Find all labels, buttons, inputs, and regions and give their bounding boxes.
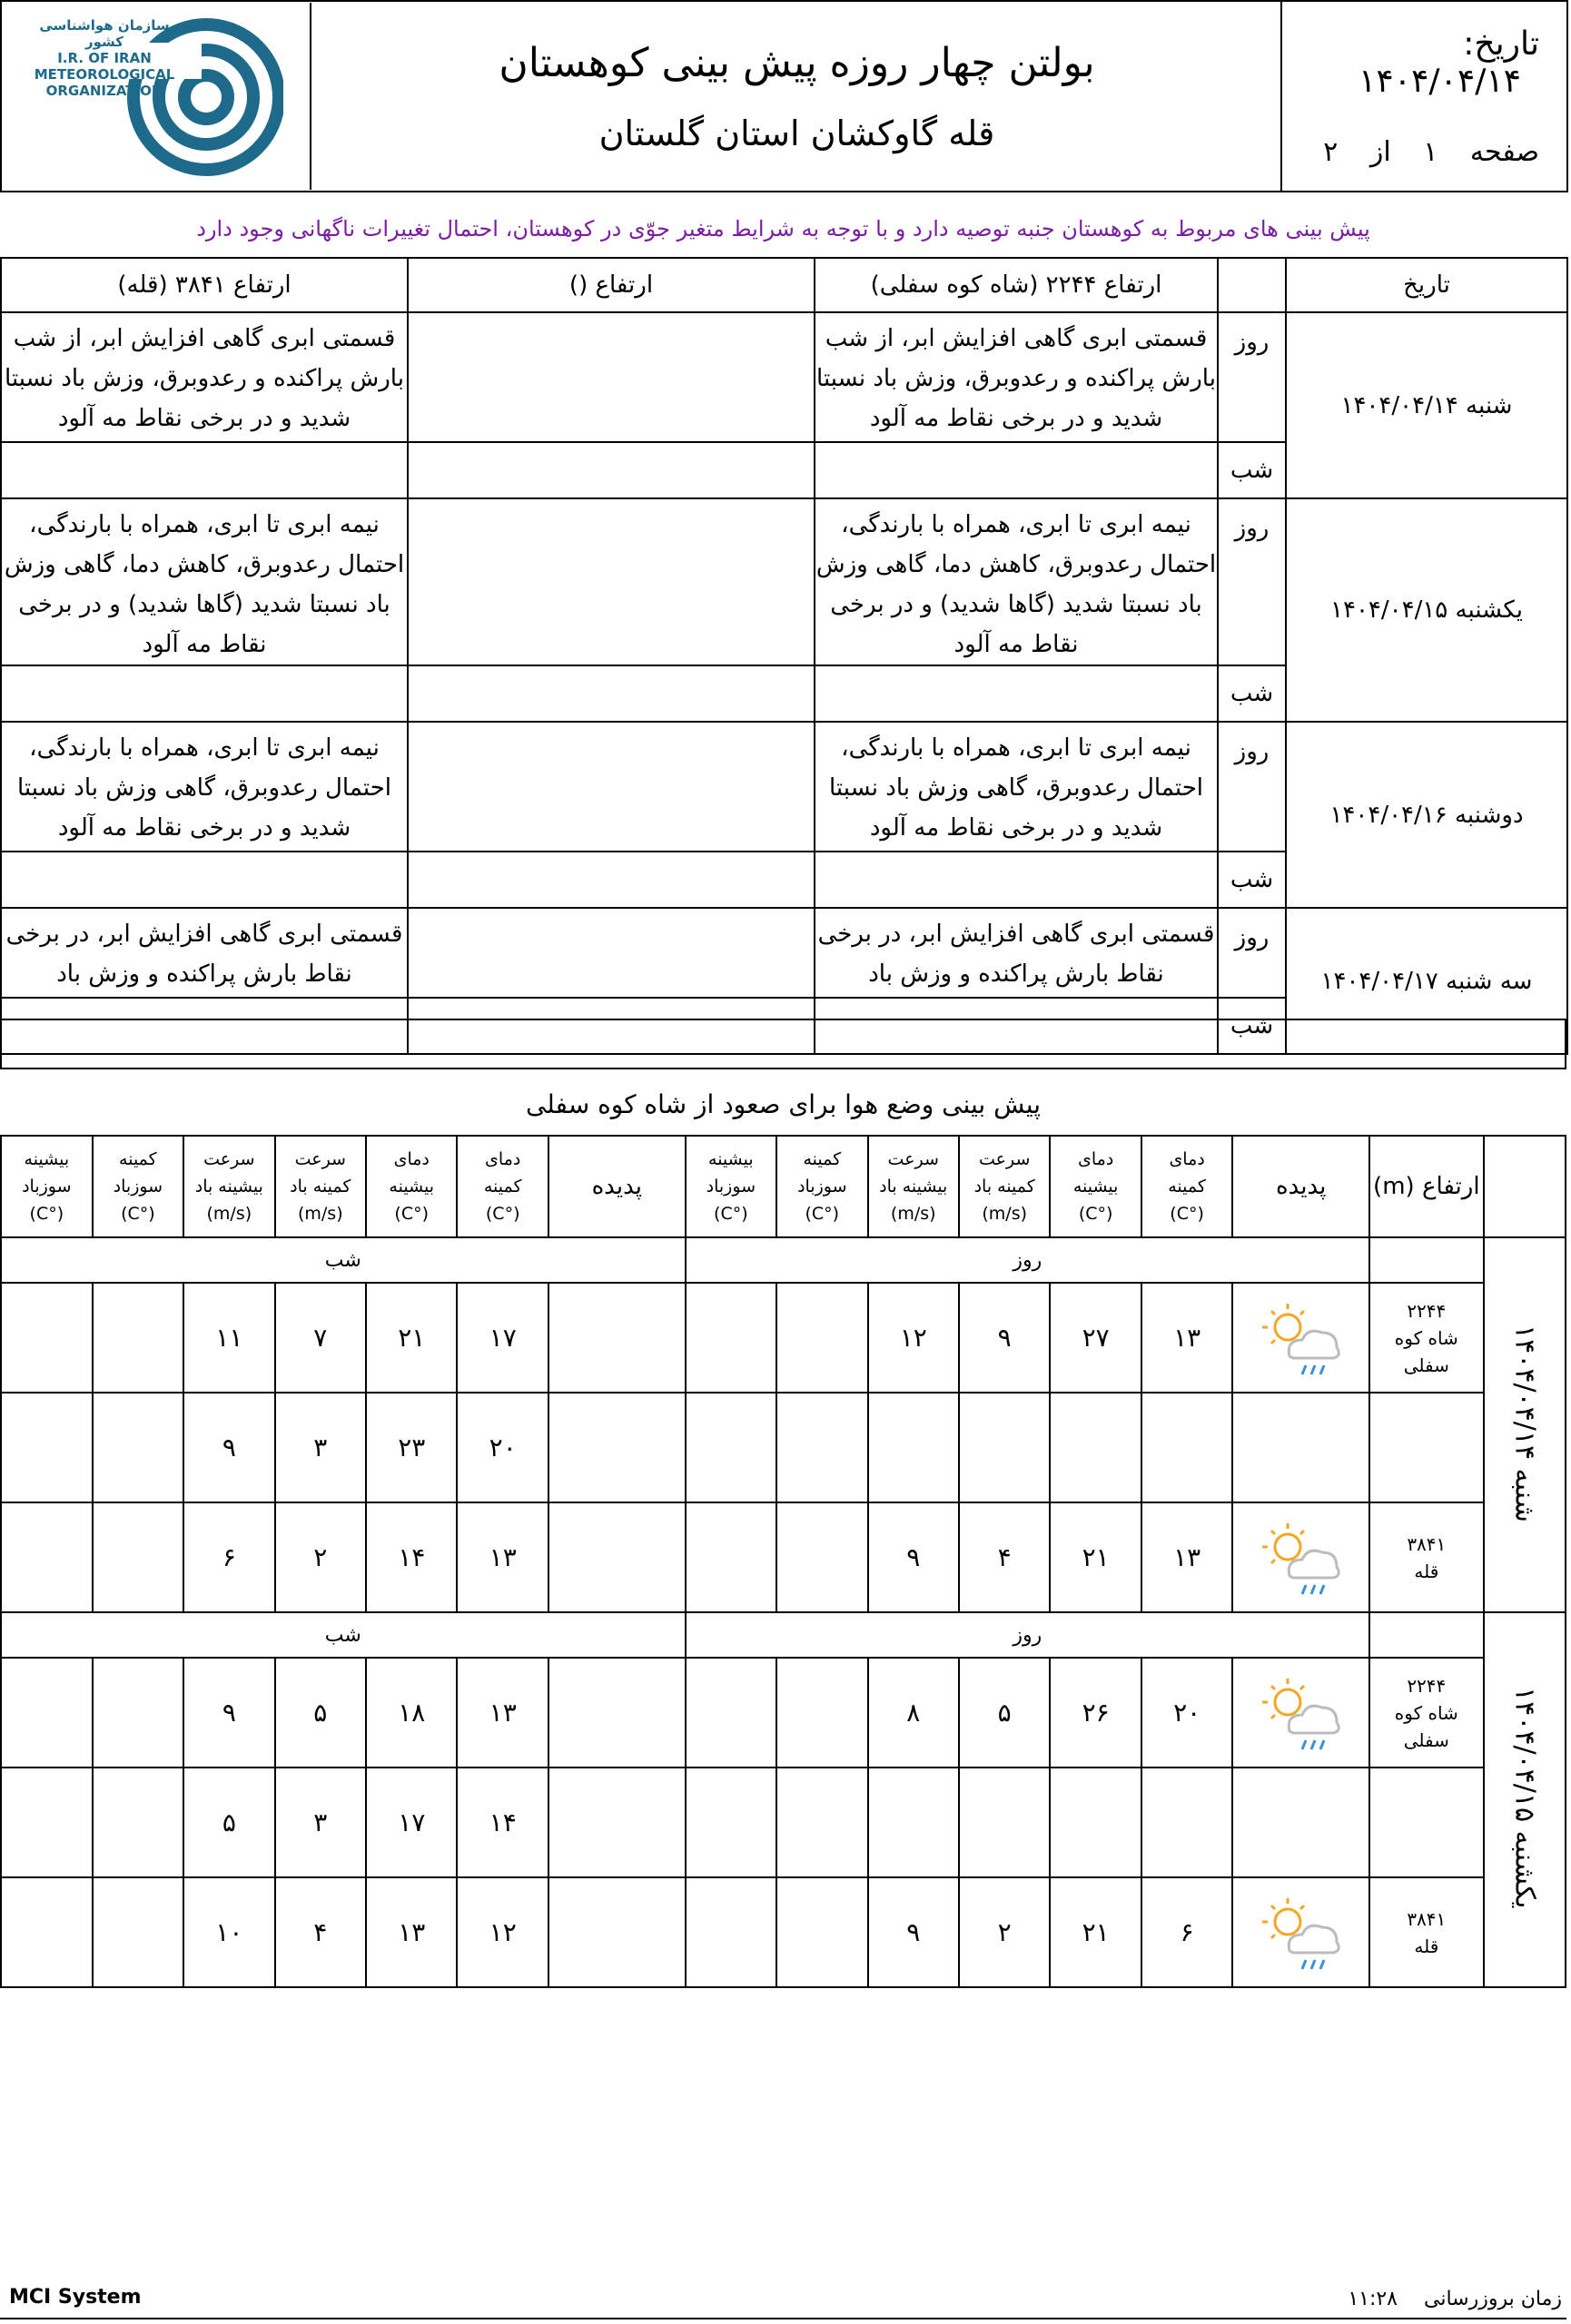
- forecast-text-empty: [408, 442, 815, 498]
- h-line: (°C): [714, 1204, 748, 1224]
- altitude-name: قله: [1414, 1935, 1439, 1957]
- altitude-name: قله: [1414, 1560, 1439, 1582]
- forecast-text: نیمه ابری تا ابری، همراه با بارندگی، احتمال رعدوبرق، کاهش دما، گاهی وزش باد نسبتا شدید (گاها شدید) و در برخی نقاط مه آلود: [815, 498, 1218, 665]
- h-line: (°C): [485, 1204, 520, 1224]
- table-row: [1, 1877, 1566, 1987]
- header-date: تاریخ: [1286, 258, 1567, 312]
- table-row: [1, 1393, 1566, 1502]
- h-line: دمای: [485, 1149, 521, 1169]
- h-line: سرعت: [978, 1149, 1031, 1169]
- night-section-label: شب: [1, 1612, 686, 1658]
- footer-rule: [0, 2318, 1566, 2319]
- header-min-chill-night: [93, 1136, 183, 1237]
- forecast-text: قسمتی ابری گاهی افزایش ابر، در برخی نقاط بارش پراکنده و وزش باد: [1, 908, 408, 998]
- min-wind-night: ۳: [275, 1393, 366, 1502]
- h-line: کمینه باد: [290, 1177, 351, 1196]
- min-wind-day: ۹: [959, 1283, 1050, 1393]
- min-chill-day: [776, 1502, 867, 1612]
- forecast-text: نیمه ابری تا ابری، همراه با بارندگی، احتمال رعدوبرق، گاهی وزش باد نسبتا شدید و در برخی نقاط مه آلود: [815, 722, 1218, 852]
- date-value: ۱۴۰۴/۰۴/۱۴: [1359, 62, 1521, 100]
- min-wind-day: ۴: [959, 1502, 1050, 1612]
- forecast-text: قسمتی ابری گاهی افزایش ابر، از شب بارش پراکنده و رعدوبرق، وزش باد نسبتا شدید و در برخی نقاط مه آلود: [1, 312, 408, 442]
- forecast-text-empty: [815, 665, 1218, 722]
- climb-date: شنبه ۱۴۰۴/۰۴/۱۴: [1508, 1324, 1541, 1522]
- min-wind-day: ۲: [959, 1877, 1050, 1987]
- forecast-text-empty: [408, 722, 815, 852]
- partly-cloudy-rain-icon: [1251, 1512, 1351, 1603]
- page-of: از: [1369, 135, 1391, 168]
- header-min-wind-night: [275, 1136, 366, 1237]
- climb-date-cell: [1484, 1237, 1566, 1612]
- max-temp-day: ۲۷: [1050, 1283, 1141, 1393]
- day-label: روز: [1218, 722, 1286, 852]
- forecast-table: [0, 257, 1568, 1055]
- forecast-text-empty: [408, 852, 815, 908]
- night-label: شب: [1218, 442, 1286, 498]
- min-temp-day: ۱۳: [1141, 1283, 1232, 1393]
- h-line: سوزباد: [22, 1177, 72, 1196]
- min-temp-night: ۱۳: [457, 1502, 548, 1612]
- climb-date: یکشنبه ۱۴۰۴/۰۴/۱۵: [1508, 1687, 1541, 1909]
- h-line: بیشینه باد: [879, 1177, 948, 1196]
- max-temp-night: ۲۳: [366, 1393, 457, 1502]
- h-line: دمای: [1077, 1149, 1114, 1169]
- page-indicator: [1282, 136, 1539, 168]
- min-chill-day: [776, 1768, 867, 1877]
- min-temp-night: ۲۰: [457, 1393, 548, 1502]
- update-time-value: ۱۱:۲۸: [1348, 2288, 1398, 2310]
- max-temp-night: ۱۷: [366, 1768, 457, 1877]
- h-line: کمینه: [119, 1149, 157, 1169]
- forecast-text: نیمه ابری تا ابری، همراه با بارندگی، احتمال رعدوبرق، کاهش دما، گاهی وزش باد نسبتا شدید (گاها شدید) و در برخی نقاط مه آلود: [1, 498, 408, 665]
- header-min-temp-night: [457, 1136, 548, 1237]
- logo-block: [2, 3, 311, 190]
- bulletin-title: بولتن چهار روزه پیش بینی کوهستان: [499, 39, 1095, 86]
- forecast-text-empty: [408, 908, 815, 998]
- min-temp-day: ۱۳: [1141, 1502, 1232, 1612]
- h-line: سوزباد: [797, 1177, 847, 1196]
- header-phenomenon-day: پدیده: [1232, 1136, 1369, 1237]
- partly-cloudy-rain-icon: [1251, 1293, 1351, 1384]
- day-section-label: روز: [686, 1237, 1369, 1283]
- phenomenon-day: [1232, 1877, 1369, 1987]
- logo-text-fa: سازمان هواشناسی کشور: [39, 17, 170, 50]
- max-wind-night: ۹: [183, 1393, 274, 1502]
- phenomenon-day: [1232, 1768, 1369, 1877]
- day-label: روز: [1218, 908, 1286, 998]
- forecast-text-empty: [1, 665, 408, 722]
- max-temp-day: ۲۱: [1050, 1877, 1141, 1987]
- header-altitude: ارتفاع (m): [1369, 1136, 1484, 1237]
- forecast-text-empty: [408, 312, 815, 442]
- max-chill-day: [686, 1877, 776, 1987]
- h-line: (°C): [1078, 1204, 1113, 1224]
- header-max-temp-day: [1050, 1136, 1141, 1237]
- max-wind-night: ۱۱: [183, 1283, 274, 1393]
- header-period: [1218, 258, 1286, 312]
- max-wind-night: ۱۰: [183, 1877, 274, 1987]
- h-line: (m/s): [890, 1204, 936, 1224]
- forecast-footer-row: [0, 1019, 1566, 1069]
- forecast-date: یکشنبه ۱۴۰۴/۰۴/۱۵: [1286, 498, 1567, 722]
- max-wind-night: ۶: [183, 1502, 274, 1612]
- max-temp-night: ۱۴: [366, 1502, 457, 1612]
- h-line: کمینه: [803, 1149, 842, 1169]
- bulletin-header: [0, 0, 1568, 192]
- forecast-text: نیمه ابری تا ابری، همراه با بارندگی، احتمال رعدوبرق، گاهی وزش باد نسبتا شدید و در برخی نقاط مه آلود: [1, 722, 408, 852]
- altitude-cell: [1369, 1393, 1484, 1502]
- h-line: سرعت: [203, 1149, 255, 1169]
- min-chill-night: [93, 1283, 183, 1393]
- phenomenon-night: [548, 1502, 686, 1612]
- logo-text-en-1: I.R. OF IRAN: [57, 50, 152, 66]
- header-max-wind-day: [868, 1136, 959, 1237]
- h-line: سرعت: [887, 1149, 939, 1169]
- period-empty: [1369, 1237, 1484, 1283]
- table-row: [1, 1658, 1566, 1768]
- altitude-cell: [1369, 1658, 1484, 1768]
- h-line: کمینه باد: [973, 1177, 1035, 1196]
- forecast-text-empty: [408, 498, 815, 665]
- header-min-chill-day: [776, 1136, 867, 1237]
- max-wind-day: ۱۲: [868, 1283, 959, 1393]
- h-line: (m/s): [982, 1204, 1028, 1224]
- title-block: [311, 3, 1282, 190]
- header-max-chill-day: [686, 1136, 776, 1237]
- date-line: [1282, 25, 1539, 100]
- min-wind-night: ۴: [275, 1877, 366, 1987]
- forecast-date: دوشنبه ۱۴۰۴/۰۴/۱۶: [1286, 722, 1567, 908]
- h-line: (°C): [1170, 1204, 1204, 1224]
- min-chill-night: [93, 1768, 183, 1877]
- altitude-cell: [1369, 1877, 1484, 1987]
- max-wind-day: [868, 1768, 959, 1877]
- date-cell: [1281, 1, 1567, 192]
- phenomenon-day: [1232, 1502, 1369, 1612]
- min-wind-day: ۵: [959, 1658, 1050, 1768]
- date-label: تاریخ:: [1463, 25, 1539, 63]
- header-phenomenon-night: پدیده: [548, 1136, 686, 1237]
- max-chill-night: [1, 1393, 93, 1502]
- min-temp-day: [1141, 1393, 1232, 1502]
- max-temp-day: ۲۱: [1050, 1502, 1141, 1612]
- update-time: [1348, 2288, 1562, 2310]
- max-wind-day: ۸: [868, 1658, 959, 1768]
- max-temp-day: [1050, 1768, 1141, 1877]
- header-min-wind-day: [959, 1136, 1050, 1237]
- table-row: [1, 1502, 1566, 1612]
- min-temp-day: [1141, 1768, 1232, 1877]
- header-date-col: [1484, 1136, 1566, 1237]
- sun-cloud-rain-icon: [1251, 1887, 1351, 1978]
- max-wind-day: ۹: [868, 1502, 959, 1612]
- phenomenon-night: [548, 1768, 686, 1877]
- table-row: [1, 1768, 1566, 1877]
- min-wind-night: ۲: [275, 1502, 366, 1612]
- min-chill-night: [93, 1502, 183, 1612]
- forecast-text: قسمتی ابری گاهی افزایش ابر، از شب بارش پراکنده و رعدوبرق، وزش باد نسبتا شدید و در برخی نقاط مه آلود: [815, 312, 1218, 442]
- h-line: کمینه: [483, 1177, 522, 1196]
- climb-date-cell: [1484, 1612, 1566, 1987]
- night-section-label: شب: [1, 1237, 686, 1283]
- logo-text-en-3: ORGANIZATION: [45, 83, 163, 99]
- h-line: بیشینه باد: [194, 1177, 263, 1196]
- page-current: ۱: [1423, 135, 1438, 168]
- min-chill-night: [93, 1877, 183, 1987]
- phenomenon-night: [548, 1283, 686, 1393]
- period-empty: [1369, 1612, 1484, 1658]
- h-line: دمای: [1169, 1149, 1205, 1169]
- max-chill-night: [1, 1283, 93, 1393]
- min-wind-day: [959, 1393, 1050, 1502]
- page-label: صفحه: [1469, 135, 1539, 168]
- header-alt2: ارتفاع (): [408, 258, 815, 312]
- max-chill-night: [1, 1502, 93, 1612]
- min-wind-night: ۳: [275, 1768, 366, 1877]
- altitude-value: ۳۸۴۱: [1407, 1907, 1447, 1930]
- header-alt3: ارتفاع ۳۸۴۱ (قله): [1, 258, 408, 312]
- forecast-text: قسمتی ابری گاهی افزایش ابر، در برخی نقاط بارش پراکنده و وزش باد: [815, 908, 1218, 998]
- min-temp-day: ۶: [1141, 1877, 1232, 1987]
- notice-text: پیش بینی های مربوط به کوهستان جنبه توصیه دارد و با توجه به شرایط متغیر جوّی در کوهستان، احتمال تغییرات ناگهانی وجود دارد: [196, 216, 1370, 241]
- max-chill-night: [1, 1877, 93, 1987]
- min-wind-night: ۵: [275, 1658, 366, 1768]
- altitude-cell: [1369, 1502, 1484, 1612]
- min-chill-night: [93, 1658, 183, 1768]
- max-chill-night: [1, 1658, 93, 1768]
- forecast-text-empty: [815, 852, 1218, 908]
- h-line: سرعت: [294, 1149, 346, 1169]
- forecast-date: سه شنبه ۱۴۰۴/۰۴/۱۷: [1286, 908, 1567, 1054]
- min-temp-night: ۱۷: [457, 1283, 548, 1393]
- min-wind-night: ۷: [275, 1283, 366, 1393]
- max-chill-day: [686, 1283, 776, 1393]
- climb-table: [0, 1135, 1566, 1988]
- min-wind-day: [959, 1768, 1050, 1877]
- sun-cloud-rain-icon: [1251, 1668, 1351, 1758]
- altitude-value: ۲۲۴۴: [1407, 1299, 1447, 1322]
- header-max-wind-night: [183, 1136, 274, 1237]
- forecast-date: شنبه ۱۴۰۴/۰۴/۱۴: [1286, 312, 1567, 498]
- h-line: بیشینه: [24, 1149, 70, 1169]
- page-total: ۲: [1323, 135, 1339, 168]
- altitude-cell: [1369, 1283, 1484, 1393]
- altitude-value: ۲۲۴۴: [1407, 1674, 1447, 1697]
- phenomenon-night: [548, 1877, 686, 1987]
- h-line: بیشینه: [708, 1149, 754, 1169]
- altitude-cell: [1369, 1768, 1484, 1877]
- day-section-label: روز: [686, 1612, 1369, 1658]
- phenomenon-day: [1232, 1283, 1369, 1393]
- system-name: MCI System: [9, 2286, 142, 2309]
- phenomenon-night: [548, 1658, 686, 1768]
- header-min-temp-day: [1141, 1136, 1232, 1237]
- forecast-text-empty: [1, 852, 408, 908]
- logo-cell: [1, 1, 1281, 192]
- night-label: شب: [1218, 998, 1286, 1054]
- max-temp-night: ۱۳: [366, 1877, 457, 1987]
- phenomenon-night: [548, 1393, 686, 1502]
- min-chill-day: [776, 1658, 867, 1768]
- update-label: زمان بروزرسانی: [1424, 2288, 1562, 2310]
- min-temp-night: ۱۲: [457, 1877, 548, 1987]
- header-max-chill-night: [1, 1136, 93, 1237]
- forecast-text-empty: [408, 665, 815, 722]
- min-temp-night: ۱۴: [457, 1768, 548, 1877]
- max-wind-night: ۹: [183, 1658, 274, 1768]
- day-label: روز: [1218, 498, 1286, 665]
- altitude-name: شاه کوه سفلی: [1394, 1326, 1458, 1376]
- h-line: دمای: [393, 1149, 430, 1169]
- min-chill-day: [776, 1877, 867, 1987]
- min-chill-day: [776, 1393, 867, 1502]
- h-line: کمینه: [1168, 1177, 1206, 1196]
- h-line: سوزباد: [113, 1177, 163, 1196]
- max-chill-day: [686, 1658, 776, 1768]
- h-line: (m/s): [297, 1204, 343, 1224]
- h-line: (°C): [29, 1204, 64, 1224]
- phenomenon-day: [1232, 1393, 1369, 1502]
- climb-table-title: پیش بینی وضع هوا برای صعود از شاه کوه سفلی: [525, 1089, 1042, 1119]
- max-wind-day: [868, 1393, 959, 1502]
- day-label: روز: [1218, 312, 1286, 442]
- night-label: شب: [1218, 852, 1286, 908]
- logo-text-en-2: METEOROLOGICAL: [34, 66, 175, 83]
- header-max-temp-night: [366, 1136, 457, 1237]
- max-chill-night: [1, 1768, 93, 1877]
- h-line: سوزباد: [706, 1177, 756, 1196]
- h-line: بیشینه: [1072, 1177, 1119, 1196]
- min-temp-night: ۱۳: [457, 1658, 548, 1768]
- altitude-name: شاه کوه سفلی: [1394, 1701, 1458, 1751]
- phenomenon-day: [1232, 1658, 1369, 1768]
- max-chill-day: [686, 1502, 776, 1612]
- h-line: بیشینه: [389, 1177, 435, 1196]
- max-temp-day: ۲۶: [1050, 1658, 1141, 1768]
- h-line: (°C): [805, 1204, 840, 1224]
- max-chill-day: [686, 1768, 776, 1877]
- altitude-value: ۳۸۴۱: [1407, 1532, 1447, 1555]
- night-label: شب: [1218, 665, 1286, 722]
- h-line: (m/s): [206, 1204, 252, 1224]
- min-temp-day: ۲۰: [1141, 1658, 1232, 1768]
- forecast-text-empty: [815, 442, 1218, 498]
- max-temp-day: [1050, 1393, 1141, 1502]
- min-chill-day: [776, 1283, 867, 1393]
- table-row: [1, 1283, 1566, 1393]
- forecast-text-empty: [1, 442, 408, 498]
- max-temp-night: ۱۸: [366, 1658, 457, 1768]
- max-wind-night: ۵: [183, 1768, 274, 1877]
- header-alt1: ارتفاع ۲۲۴۴ (شاه کوه سفلی): [815, 258, 1218, 312]
- h-line: (°C): [394, 1204, 430, 1224]
- max-temp-night: ۲۱: [366, 1283, 457, 1393]
- max-wind-day: ۹: [868, 1877, 959, 1987]
- min-chill-night: [93, 1393, 183, 1502]
- bulletin-subtitle: قله گاوکشان استان گلستان: [598, 113, 995, 153]
- h-line: (°C): [121, 1204, 155, 1224]
- max-chill-day: [686, 1393, 776, 1502]
